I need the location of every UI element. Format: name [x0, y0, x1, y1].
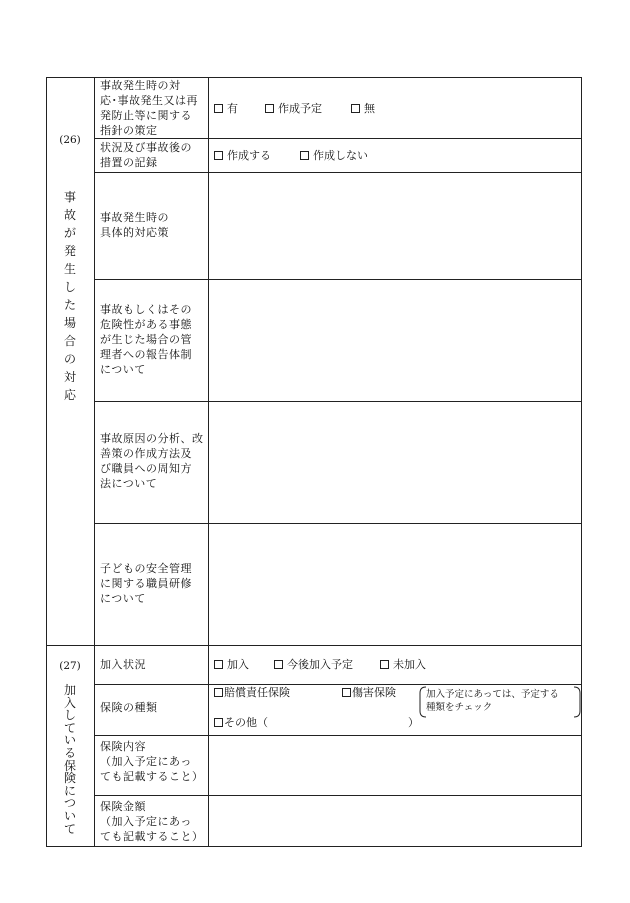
response-measures-field[interactable]	[209, 173, 581, 279]
label-line: 措置の記録	[100, 156, 158, 169]
title-char: て	[63, 720, 76, 735]
response-measures-label	[100, 210, 206, 240]
title-char: 応	[63, 388, 76, 402]
label-line: 事故もしくはその	[100, 303, 192, 316]
label-line: 危険性がある事態	[100, 318, 192, 331]
label-line: 保険金額	[100, 800, 146, 813]
label-line: 事故原因の分析、改	[100, 432, 204, 445]
label-line: 理者への報告体制	[100, 348, 192, 361]
enrollment-status-options	[214, 658, 426, 672]
option-other[interactable]: その他（	[214, 716, 268, 730]
records-options	[214, 149, 368, 163]
label-line: ても記載すること）	[100, 770, 204, 783]
title-char: 合	[63, 334, 76, 348]
title-char: た	[63, 298, 76, 312]
section-27-number: (27)	[59, 660, 81, 672]
option-not-enrolled[interactable]: 未加入	[380, 658, 426, 671]
records-label	[100, 140, 206, 170]
table-left-border	[46, 77, 47, 847]
insurance-content-field[interactable]	[209, 736, 581, 795]
enrollment-status-label: 加入状況	[100, 658, 146, 671]
title-char: 故	[63, 208, 76, 222]
label-line: について	[100, 592, 146, 605]
cause-analysis-label	[100, 431, 206, 491]
insurance-amount-field[interactable]	[209, 796, 581, 846]
checkbox[interactable]	[342, 688, 351, 697]
label-line: 具体的対応策	[100, 226, 169, 239]
label-line: ても記載すること）	[100, 830, 204, 843]
checkbox[interactable]	[214, 151, 223, 160]
option-other-close: ）	[408, 716, 419, 729]
section-27-title	[62, 684, 78, 835]
title-char: 入	[63, 695, 76, 710]
title-char: に	[63, 783, 76, 798]
label-line: 応･事故発生又は再	[100, 94, 198, 107]
table-bottom-border	[46, 846, 582, 847]
label-line: び職員への周知方	[100, 462, 192, 475]
checkbox[interactable]	[214, 718, 223, 727]
option-create[interactable]: 作成する	[214, 149, 271, 162]
section-26-title	[62, 188, 78, 404]
label-line: が生じた場合の管	[100, 333, 192, 346]
checkbox[interactable]	[274, 660, 283, 669]
option-not-create[interactable]: 作成しない	[300, 149, 368, 162]
checkbox[interactable]	[380, 660, 389, 669]
reporting-system-label	[100, 302, 206, 377]
col-divider-1	[94, 77, 95, 847]
option-no[interactable]: 無	[351, 102, 375, 115]
insurance-type-label: 保険の種類	[100, 701, 158, 714]
safety-training-field[interactable]	[209, 524, 581, 645]
accident-policy-options	[214, 102, 375, 116]
title-char: つ	[63, 796, 76, 811]
label-line: 子どもの安全管理	[100, 562, 192, 575]
label-line: 状況及び事故後の	[100, 141, 192, 154]
title-char: し	[63, 280, 76, 294]
title-char: 事	[63, 190, 76, 204]
label-line: 保険内容	[100, 740, 146, 753]
reporting-system-field[interactable]	[209, 280, 581, 401]
title-char: し	[63, 708, 76, 723]
option-liability[interactable]: 賠償責任保険	[214, 686, 290, 700]
title-char: て	[63, 821, 76, 836]
checkbox[interactable]	[300, 151, 309, 160]
section-divider	[46, 645, 582, 646]
row-divider	[94, 684, 582, 685]
option-planned-enroll[interactable]: 今後加入予定	[274, 658, 353, 671]
title-char: 生	[63, 262, 76, 276]
checkbox[interactable]	[265, 104, 274, 113]
cause-analysis-field[interactable]	[209, 402, 581, 523]
label-line: 発防止等に関する	[100, 109, 192, 122]
label-line: に関する職員研修	[100, 577, 192, 590]
title-char: 対	[63, 370, 76, 384]
insurance-amount-label	[100, 799, 208, 844]
checkbox[interactable]	[214, 688, 223, 697]
row-divider	[94, 138, 582, 139]
option-enrolled[interactable]: 加入	[214, 658, 249, 671]
title-char: が	[63, 226, 76, 240]
safety-training-label	[100, 561, 206, 606]
title-char: 発	[63, 244, 76, 258]
table-right-border	[581, 77, 582, 847]
checkbox[interactable]	[214, 104, 223, 113]
label-line: 法について	[100, 477, 158, 490]
label-line: （加入予定にあっ	[100, 815, 192, 828]
checkbox[interactable]	[351, 104, 360, 113]
title-char: の	[63, 352, 76, 366]
label-line: について	[100, 363, 146, 376]
section-26-number: (26)	[59, 134, 81, 146]
insurance-type-note: 加入予定にあっては、予定する 種類をチェック	[426, 689, 559, 713]
accident-policy-label	[100, 78, 206, 138]
checkbox[interactable]	[214, 660, 223, 669]
label-line: 善策の作成方法及	[100, 447, 192, 460]
label-line: 事故発生時の	[100, 211, 169, 224]
title-char: る	[63, 745, 76, 760]
title-char: 険	[63, 771, 76, 786]
title-char: 場	[63, 316, 76, 330]
title-char: 保	[63, 758, 76, 773]
label-line: 指針の策定	[100, 124, 158, 137]
label-line: 事故発生時の対	[100, 79, 181, 92]
insurance-content-label	[100, 739, 208, 784]
title-char: 加	[63, 683, 76, 697]
option-yes[interactable]: 有	[214, 102, 238, 115]
option-planned[interactable]: 作成予定	[265, 102, 322, 115]
title-char: い	[63, 808, 76, 823]
title-char: い	[63, 733, 76, 748]
label-line: （加入予定にあっ	[100, 755, 192, 768]
option-injury[interactable]: 傷害保険	[342, 686, 396, 700]
